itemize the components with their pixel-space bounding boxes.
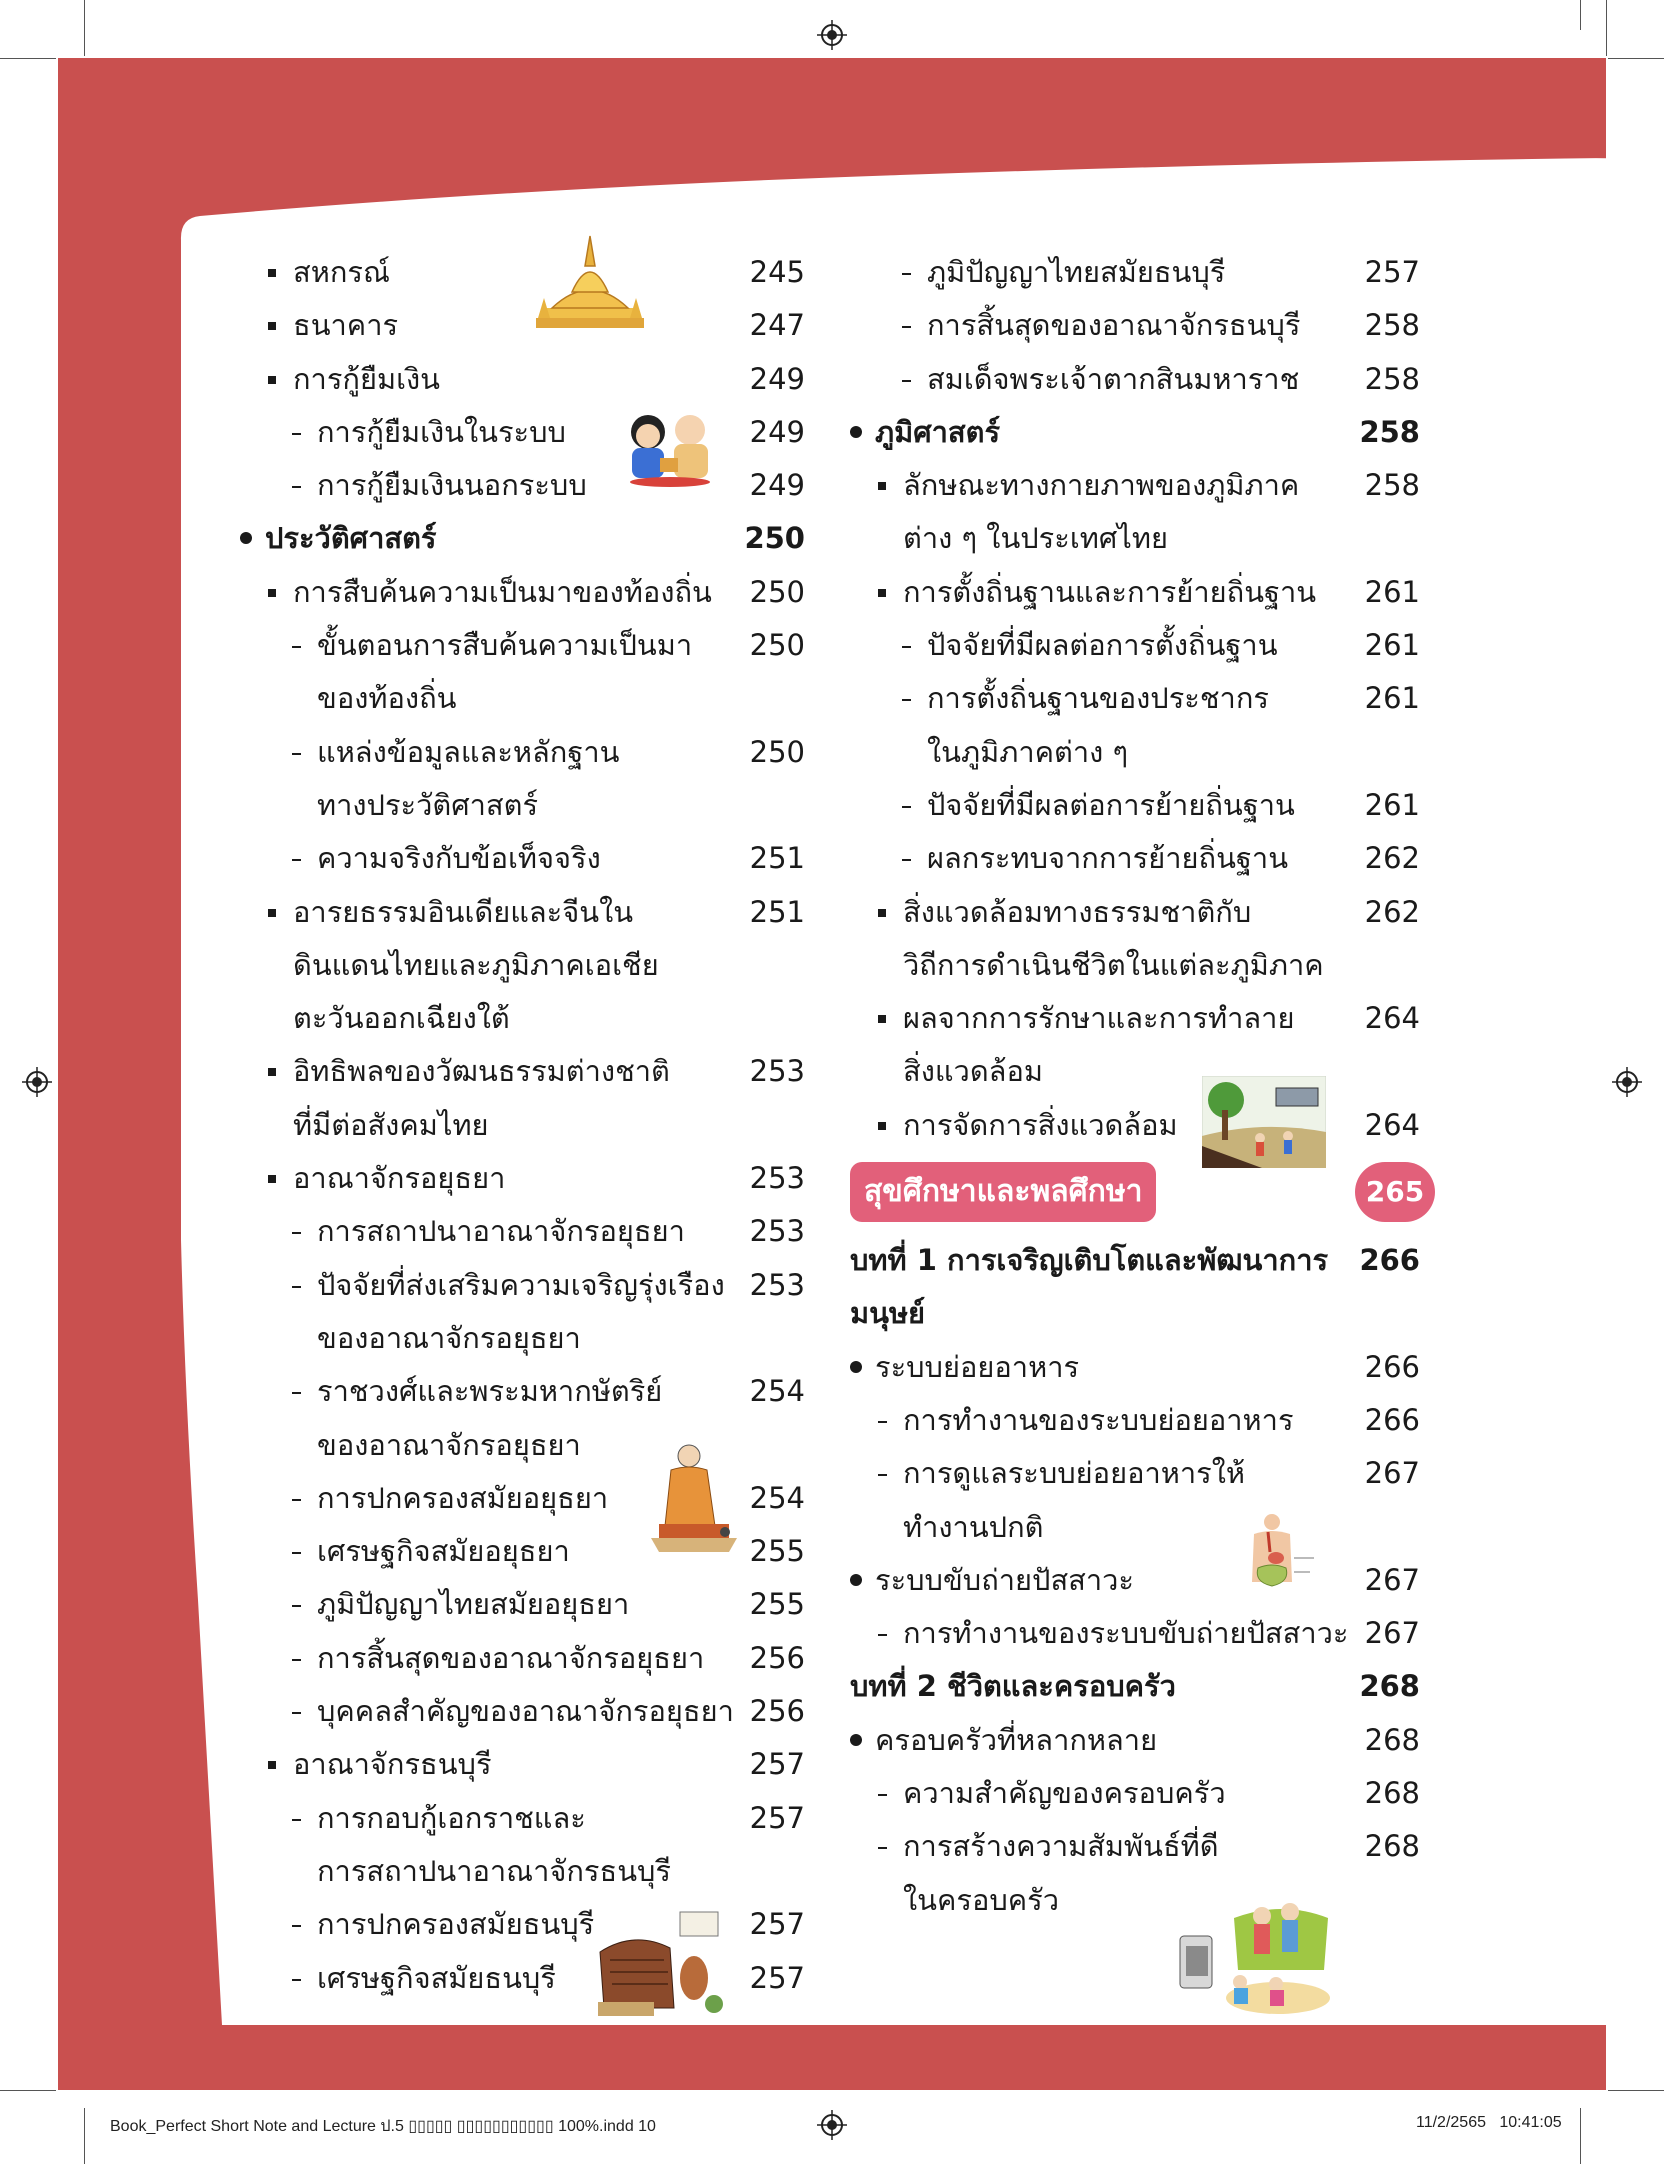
toc-entry-page: 268 (1364, 1722, 1420, 1757)
bullet-square-icon (268, 1152, 293, 1205)
toc-entry-title: การสิ้นสุดของอาณาจักรธนบุรี (927, 308, 1301, 343)
toc-entry-page: 257 (749, 1800, 805, 1835)
bullet-dash-icon (292, 459, 317, 512)
monk-illustration (645, 1440, 741, 1562)
toc-entry (240, 1045, 805, 1152)
toc-entry-page: 261 (1364, 787, 1420, 822)
bullet-dash-icon (292, 619, 317, 672)
toc-entry (850, 246, 1420, 299)
toc-entry (850, 1767, 1420, 1820)
toc-entry (240, 1685, 805, 1738)
bullet-square-icon (268, 566, 293, 619)
toc-entry-title: การจัดการสิ่งแวดล้อม (903, 1107, 1178, 1142)
crop-mark (84, 0, 85, 56)
bullet-dot-icon (850, 1341, 875, 1394)
toc-entry-page: 261 (1364, 628, 1420, 663)
toc-entry (850, 1714, 1420, 1767)
toc-entry-title: สหกรณ์ (293, 255, 390, 289)
bullet-square-icon (878, 459, 903, 512)
toc-entry-continuation: ต่าง ๆ ในประเทศไทย (903, 521, 1168, 556)
toc-entry-page: 256 (749, 1694, 805, 1729)
crop-mark (1580, 0, 1581, 30)
pagoda-illustration (530, 232, 650, 336)
registration-mark-icon (817, 2110, 847, 2140)
toc-entry-page: 258 (1364, 361, 1420, 396)
toc-entry-page: 262 (1364, 894, 1420, 929)
toc-entry (240, 1738, 805, 1791)
toc-entry (850, 779, 1420, 832)
toc-entry-page: 267 (1364, 1616, 1420, 1651)
crop-mark (1608, 58, 1664, 59)
bullet-square-icon (878, 992, 903, 1045)
crop-mark (84, 2108, 85, 2164)
toc-entry (850, 1447, 1420, 1554)
toc-entry (240, 299, 805, 352)
toc-entry (240, 566, 805, 619)
toc-entry-continuation: ในครอบครัว (903, 1882, 1060, 1917)
toc-entry-continuation: ทำงานปกติ (903, 1509, 1044, 1544)
bullet-dash-icon (292, 1525, 317, 1578)
toc-entry (240, 512, 805, 565)
toc-entry-title: ความสำคัญของครอบครัว (903, 1776, 1226, 1811)
toc-entry-page: 253 (749, 1054, 805, 1089)
toc-entry (850, 299, 1420, 352)
toc-entry-page: 249 (749, 361, 805, 396)
toc-entry (240, 619, 805, 726)
toc-entry-page: 258 (1364, 308, 1420, 343)
toc-entry-continuation: ที่มีต่อสังคมไทย (293, 1107, 489, 1142)
toc-entry-page: 257 (749, 1747, 805, 1782)
toc-entry-page: 258 (1359, 414, 1420, 449)
bullet-square-icon (268, 886, 293, 939)
toc-entry (240, 406, 805, 459)
toc-entry-title: การกอบกู้เอกราชและ การสถาปนาอาณาจักรธนบุรี (317, 1792, 737, 1899)
toc-entry-page: 257 (1364, 255, 1420, 289)
toc-entry-title: การตั้งถิ่นฐานและการย้ายถิ่นฐาน (903, 574, 1317, 609)
registration-mark-icon (22, 1067, 52, 1097)
toc-entry-title: บุคคลสำคัญของอาณาจักรอยุธยา (317, 1694, 734, 1729)
toc-entry-page: 254 (749, 1480, 805, 1515)
bullet-dash-icon (902, 832, 927, 885)
bullet-dash-icon (902, 299, 927, 352)
bullet-dot-icon (850, 1714, 875, 1767)
bullet-dash-icon (878, 1820, 903, 1873)
toc-entry-page: 245 (749, 255, 805, 289)
bullet-dash-icon (878, 1447, 903, 1500)
crop-mark (0, 2090, 56, 2091)
toc-entry-title: การกู้ยืมเงินนอกระบบ (317, 468, 587, 503)
toc-entry-page: 268 (1364, 1776, 1420, 1811)
family-illustration (1178, 1890, 1330, 2016)
toc-entry (850, 406, 1420, 459)
toc-entry-title: ภูมิปัญญาไทยสมัยธนบุรี (927, 255, 1226, 289)
bullet-dash-icon (292, 1685, 317, 1738)
toc-entry-page: 254 (749, 1374, 805, 1409)
bullet-dash-icon (878, 1394, 903, 1447)
bullet-dash-icon (902, 672, 927, 725)
toc-entry (240, 886, 805, 1046)
toc-entry-page: 250 (749, 628, 805, 663)
toc-entry-title: ผลกระทบจากการย้ายถิ่นฐาน (927, 841, 1289, 876)
toc-entry-continuation: ในภูมิภาคต่าง ๆ (927, 734, 1129, 769)
toc-entry-title: ระบบขับถ่ายปัสสาวะ (875, 1562, 1134, 1597)
toc-entry-page: 249 (749, 414, 805, 449)
toc-entry-title: แหล่งข้อมูลและหลักฐาน ทางประวัติศาสตร์ (317, 726, 737, 833)
bullet-square-icon (268, 1738, 293, 1791)
toc-entry (850, 459, 1420, 566)
toc-entry (240, 1792, 805, 1899)
toc-entry-page: 247 (749, 308, 805, 343)
toc-entry (850, 832, 1420, 885)
toc-entry-page: 264 (1364, 1107, 1420, 1142)
bullet-square-icon (268, 246, 293, 299)
toc-entry (850, 1554, 1420, 1607)
toc-entry-page: 250 (749, 734, 805, 769)
environment-illustration (1202, 1076, 1326, 1168)
toc-entry-title: ราชวงศ์และพระมหากษัตริย์ ของอาณาจักรอยุธยา (317, 1365, 737, 1472)
toc-entry-title: สิ่งแวดล้อมทางธรรมชาติกับ วิถีการดำเนินชีวิตในแต่ละภูมิภาค (903, 886, 1352, 993)
registration-mark-icon (1612, 1067, 1642, 1097)
toc-entry (850, 353, 1420, 406)
toc-entry-title: การสิ้นสุดของอาณาจักรอยุธยา (317, 1640, 705, 1675)
section-heading (850, 1162, 1425, 1226)
toc-entry-page: 253 (749, 1161, 805, 1196)
bullet-dash-icon (292, 1365, 317, 1418)
toc-entry-page: 250 (749, 574, 805, 609)
toc-entry-title: การทำงานของระบบขับถ่ายปัสสาวะ (903, 1616, 1349, 1651)
toc-entry (240, 1205, 805, 1258)
toc-entry-page: 258 (1364, 468, 1420, 503)
toc-entry (240, 832, 805, 885)
toc-entry-title: สมเด็จพระเจ้าตากสินมหาราช (927, 361, 1300, 396)
toc-entry-title: การกู้ยืมเงิน (293, 361, 440, 396)
bullet-dot-icon (850, 1554, 875, 1607)
toc-entry-title: ผลจากการรักษาและการทำลาย สิ่งแวดล้อม (903, 992, 1352, 1099)
toc-entry-page: 264 (1364, 1001, 1420, 1036)
footer-slug-date: 11/2/2565 10:41:05 (1416, 2114, 1562, 2131)
bullet-dot-icon (850, 406, 875, 459)
toc-entry-continuation: ของอาณาจักรอยุธยา (317, 1320, 581, 1355)
toc-entry-title: บทที่ 2 ชีวิตและครอบครัว (850, 1669, 1176, 1704)
toc-entry-title: อารยธรรมอินเดียและจีนใน ดินแดนไทยและภูมิภาคเอเชีย ตะวันออกเฉียงใต้ (293, 886, 737, 1046)
toc-entry (850, 566, 1420, 619)
toc-entry-title: ขั้นตอนการสืบค้นความเป็นมา ของท้องถิ่น (317, 619, 737, 726)
toc-entry-title: ลักษณะทางกายภาพของภูมิภาค ต่าง ๆ ในประเทศไทย (903, 459, 1352, 566)
toc-entry-continuation: มนุษย์ (850, 1296, 926, 1331)
toc-entry-title: อาณาจักรธนบุรี (293, 1747, 492, 1782)
toc-entry-page: 261 (1364, 681, 1420, 716)
bullet-dash-icon (902, 619, 927, 672)
toc-entry (240, 1578, 805, 1631)
bullet-dash-icon (902, 246, 927, 299)
toc-entry-title: บทที่ 1 การเจริญเติบโตและพัฒนาการ มนุษย์ (850, 1234, 1352, 1341)
footer-slug-file: Book_Perfect Short Note and Lecture ป.5 ▯▯▯▯▯ ▯▯▯▯▯▯▯▯▯▯▯ 100%.indd 10 (110, 2118, 656, 2135)
toc-entry-page: 261 (1364, 574, 1420, 609)
toc-entry-continuation: สิ่งแวดล้อม (903, 1054, 1043, 1089)
bullet-dash-icon (292, 1792, 317, 1845)
toc-entry-page: 266 (1359, 1243, 1420, 1278)
toc-entry (850, 992, 1420, 1099)
toc-entry-page: 250 (744, 521, 805, 556)
bullet-square-icon (878, 886, 903, 939)
bullet-dash-icon (292, 1205, 317, 1258)
toc-entry-page: 268 (1359, 1669, 1420, 1704)
bullet-dash-icon (292, 726, 317, 779)
toc-right-health (850, 1234, 1420, 1927)
toc-entry-title: ประวัติศาสตร์ (265, 521, 437, 556)
bullet-dash-icon (292, 1472, 317, 1525)
toc-entry-continuation: ตะวันออกเฉียงใต้ (293, 1001, 510, 1036)
bullet-dash-icon (292, 1952, 317, 2005)
section-heading-title: สุขศึกษาและพลศึกษา (850, 1162, 1156, 1222)
bullet-dash-icon (292, 1898, 317, 1951)
toc-entry-page: 267 (1364, 1456, 1420, 1491)
toc-entry-page: 268 (1364, 1829, 1420, 1864)
toc-entry (850, 1099, 1420, 1152)
toc-entry-continuation: ดินแดนไทยและภูมิภาคเอเชีย (293, 947, 659, 982)
toc-entry-title: การตั้งถิ่นฐานของประชากร ในภูมิภาคต่าง ๆ (927, 672, 1352, 779)
toc-entry (850, 672, 1420, 779)
toc-left-column (240, 246, 805, 2005)
bullet-dash-icon (902, 779, 927, 832)
toc-entry (240, 246, 805, 299)
toc-right-column (850, 246, 1425, 1927)
toc-entry-page: 253 (749, 1214, 805, 1249)
bullet-dash-icon (292, 832, 317, 885)
toc-entry (850, 1234, 1420, 1341)
bullet-dot-icon (240, 512, 265, 565)
toc-entry-title: การสถาปนาอาณาจักรอยุธยา (317, 1214, 685, 1249)
toc-entry (240, 726, 805, 833)
crop-mark (1608, 2090, 1664, 2091)
toc-entry-title: ระบบย่อยอาหาร (875, 1349, 1080, 1384)
bullet-square-icon (268, 1045, 293, 1098)
crop-mark (1606, 0, 1607, 56)
bullet-dash-icon (902, 353, 927, 406)
toc-entry (850, 1341, 1420, 1394)
toc-entry-title: ภูมิศาสตร์ (875, 414, 1001, 449)
toc-entry-title: ภูมิปัญญาไทยสมัยอยุธยา (317, 1587, 630, 1622)
toc-entry-page: 251 (749, 841, 805, 876)
toc-entry-title: ครอบครัวที่หลากหลาย (875, 1722, 1158, 1757)
toc-entry-continuation: การสถาปนาอาณาจักรธนบุรี (317, 1853, 672, 1888)
crop-mark (1580, 2108, 1581, 2164)
toc-entry-title: การปกครองสมัยอยุธยา (317, 1480, 609, 1515)
toc-entry-title: อาณาจักรอยุธยา (293, 1161, 506, 1196)
toc-entry-continuation: วิถีการดำเนินชีวิตในแต่ละภูมิภาค (903, 947, 1324, 982)
toc-entry (850, 886, 1420, 993)
toc-entry (850, 1820, 1420, 1927)
toc-entry (850, 1660, 1420, 1713)
toc-entry-title: ปัจจัยที่มีผลต่อการตั้งถิ่นฐาน (927, 628, 1278, 663)
toc-entry (850, 619, 1420, 672)
toc-entry-page: 266 (1364, 1402, 1420, 1437)
crop-mark (0, 58, 56, 59)
digestive-system-illustration (1240, 1512, 1320, 1612)
bullet-dash-icon (878, 1607, 903, 1660)
toc-entry (240, 1259, 805, 1366)
bullet-dash-icon (292, 406, 317, 459)
toc-right-social (850, 246, 1420, 1152)
toc-entry-title: เศรษฐกิจสมัยธนบุรี (317, 1960, 556, 1995)
toc-entry-page: 266 (1364, 1349, 1420, 1384)
bullet-square-icon (878, 566, 903, 619)
toc-entry-title: เศรษฐกิจสมัยอยุธยา (317, 1534, 570, 1569)
toc-entry-page: 255 (749, 1534, 805, 1569)
toc-entry (240, 1632, 805, 1685)
toc-entry-continuation: ทางประวัติศาสตร์ (317, 787, 539, 822)
toc-entry-title: ธนาคาร (293, 308, 399, 343)
toc-entry-title: การสืบค้นความเป็นมาของท้องถิ่น (293, 574, 712, 609)
toc-entry-page: 255 (749, 1587, 805, 1622)
toc-entry-page: 251 (749, 894, 805, 929)
toc-entry (850, 1607, 1420, 1660)
toc-entry-title: การสร้างความสัมพันธ์ที่ดี ในครอบครัว (903, 1820, 1352, 1927)
registration-mark-icon (817, 20, 847, 50)
toc-entry (850, 1394, 1420, 1447)
toc-entry-title: ปัจจัยที่ส่งเสริมความเจริญรุ่งเรือง ของอาณาจักรอยุธยา (317, 1259, 737, 1366)
toc-entry-page: 257 (749, 1907, 805, 1942)
toc-entry-page: 256 (749, 1640, 805, 1675)
toc-entry-title: การดูแลระบบย่อยอาหารให้ ทำงานปกติ (903, 1447, 1352, 1554)
toc-entry-page: 267 (1364, 1562, 1420, 1597)
section-heading-page: 265 (1355, 1162, 1435, 1222)
toc-entry-page: 253 (749, 1267, 805, 1302)
bullet-dash-icon (292, 1578, 317, 1631)
bullet-dash-icon (292, 1632, 317, 1685)
toc-entry-page: 257 (749, 1960, 805, 1995)
toc-entry-title: การทำงานของระบบย่อยอาหาร (903, 1402, 1294, 1437)
toc-entry (240, 459, 805, 512)
bullet-square-icon (268, 299, 293, 352)
market-goods-illustration (594, 1908, 726, 2020)
toc-entry-title: ความจริงกับข้อเท็จจริง (317, 841, 601, 876)
toc-entry (240, 1152, 805, 1205)
toc-entry-title: อิทธิพลของวัฒนธรรมต่างชาติ ที่มีต่อสังคมไทย (293, 1045, 737, 1152)
toc-entry-title: การปกครองสมัยธนบุรี (317, 1907, 595, 1942)
toc-entry-title: การกู้ยืมเงินในระบบ (317, 414, 566, 449)
toc-entry-continuation: ของอาณาจักรอยุธยา (317, 1427, 581, 1462)
toc-entry-continuation: ของท้องถิ่น (317, 681, 457, 716)
bullet-square-icon (878, 1099, 903, 1152)
bullet-square-icon (268, 353, 293, 406)
bullet-dash-icon (292, 1259, 317, 1312)
toc-entry-title: ปัจจัยที่มีผลต่อการย้ายถิ่นฐาน (927, 787, 1295, 822)
toc-entry-page: 249 (749, 468, 805, 503)
toc-entry (240, 353, 805, 406)
children-illustration (620, 408, 718, 490)
toc-entry-page: 262 (1364, 841, 1420, 876)
bullet-dash-icon (878, 1767, 903, 1820)
